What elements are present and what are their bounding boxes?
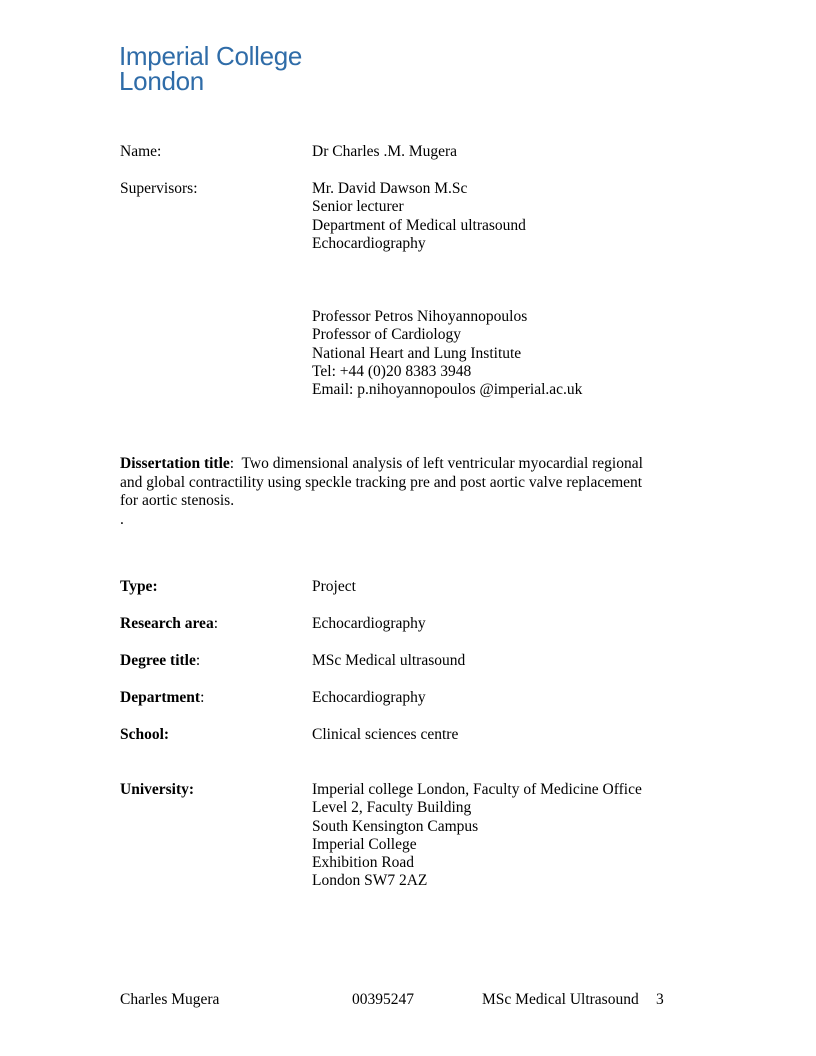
dissertation-line-2: and global contractility using speckle tracking pre and post aortic valve replacement bbox=[120, 473, 643, 491]
supervisor-2-block bbox=[312, 308, 582, 399]
dissertation-label-colon: : bbox=[229, 455, 235, 472]
department-colon: : bbox=[200, 689, 205, 706]
dissertation-line-4: . bbox=[120, 510, 124, 528]
research-area-label bbox=[120, 615, 218, 633]
supervisor-2-line: National Heart and Lung Institute bbox=[312, 344, 522, 362]
university-address-line: South Kensington Campus bbox=[312, 817, 479, 835]
university-address-line: London SW7 2AZ bbox=[312, 872, 428, 890]
name-value: Dr Charles .M. Mugera bbox=[312, 143, 458, 160]
supervisor-1-block bbox=[312, 180, 526, 253]
research-area-colon: : bbox=[213, 615, 219, 632]
university-address bbox=[312, 781, 642, 891]
dissertation-title-block bbox=[120, 455, 680, 529]
supervisor-1-line: Senior lecturer bbox=[312, 198, 404, 216]
department-label-text: Department bbox=[120, 689, 201, 706]
university-label: University: bbox=[120, 781, 195, 798]
footer-course: MSc Medical Ultrasound bbox=[482, 991, 639, 1008]
degree-title-label-text: Degree title bbox=[120, 652, 196, 669]
logo-line-2: London bbox=[119, 66, 204, 96]
footer-author: Charles Mugera bbox=[120, 991, 220, 1008]
university-address-line: Imperial College bbox=[312, 835, 417, 853]
logo-line-1: Imperial College bbox=[119, 41, 303, 71]
supervisor-2-line: Professor of Cardiology bbox=[312, 326, 461, 344]
university-address-line: Exhibition Road bbox=[312, 854, 415, 872]
footer-student-id: 00395247 bbox=[352, 991, 414, 1008]
university-address-line: Level 2, Faculty Building bbox=[312, 799, 472, 817]
supervisor-1-line: Department of Medical ultrasound bbox=[312, 216, 526, 234]
supervisor-1-line: Mr. David Dawson M.Sc bbox=[312, 180, 468, 197]
name-label: Name: bbox=[120, 143, 162, 160]
research-area-value: Echocardiography bbox=[312, 615, 426, 632]
school-label: School: bbox=[120, 726, 170, 743]
degree-title-colon: : bbox=[195, 652, 201, 669]
degree-title-value: MSc Medical ultrasound bbox=[312, 652, 466, 669]
type-value: Project bbox=[312, 578, 356, 595]
supervisor-2-email: Email: p.nihoyannopoulos @imperial.ac.uk bbox=[312, 381, 583, 399]
dissertation-line-3: for aortic stenosis. bbox=[120, 492, 235, 509]
department-value: Echocardiography bbox=[312, 689, 426, 706]
supervisor-2-line: Professor Petros Nihoyannopoulos bbox=[312, 308, 528, 325]
supervisor-2-line: Tel: +44 (0)20 8383 3948 bbox=[312, 362, 472, 380]
university-address-line: Imperial college London, Faculty of Medicine Office bbox=[312, 781, 642, 798]
dissertation-line-1: Two dimensional analysis of left ventricular myocardial regional bbox=[234, 455, 643, 472]
supervisors-label: Supervisors: bbox=[120, 180, 198, 197]
imperial-college-logo bbox=[119, 41, 303, 96]
school-value: Clinical sciences centre bbox=[312, 726, 459, 743]
type-label: Type: bbox=[120, 578, 158, 595]
department-label bbox=[120, 689, 204, 707]
degree-title-label bbox=[120, 652, 200, 670]
supervisor-1-line: Echocardiography bbox=[312, 234, 426, 252]
research-area-label-text: Research area bbox=[120, 615, 214, 632]
dissertation-label: Dissertation title bbox=[120, 455, 230, 472]
page-number: 3 bbox=[656, 991, 664, 1008]
